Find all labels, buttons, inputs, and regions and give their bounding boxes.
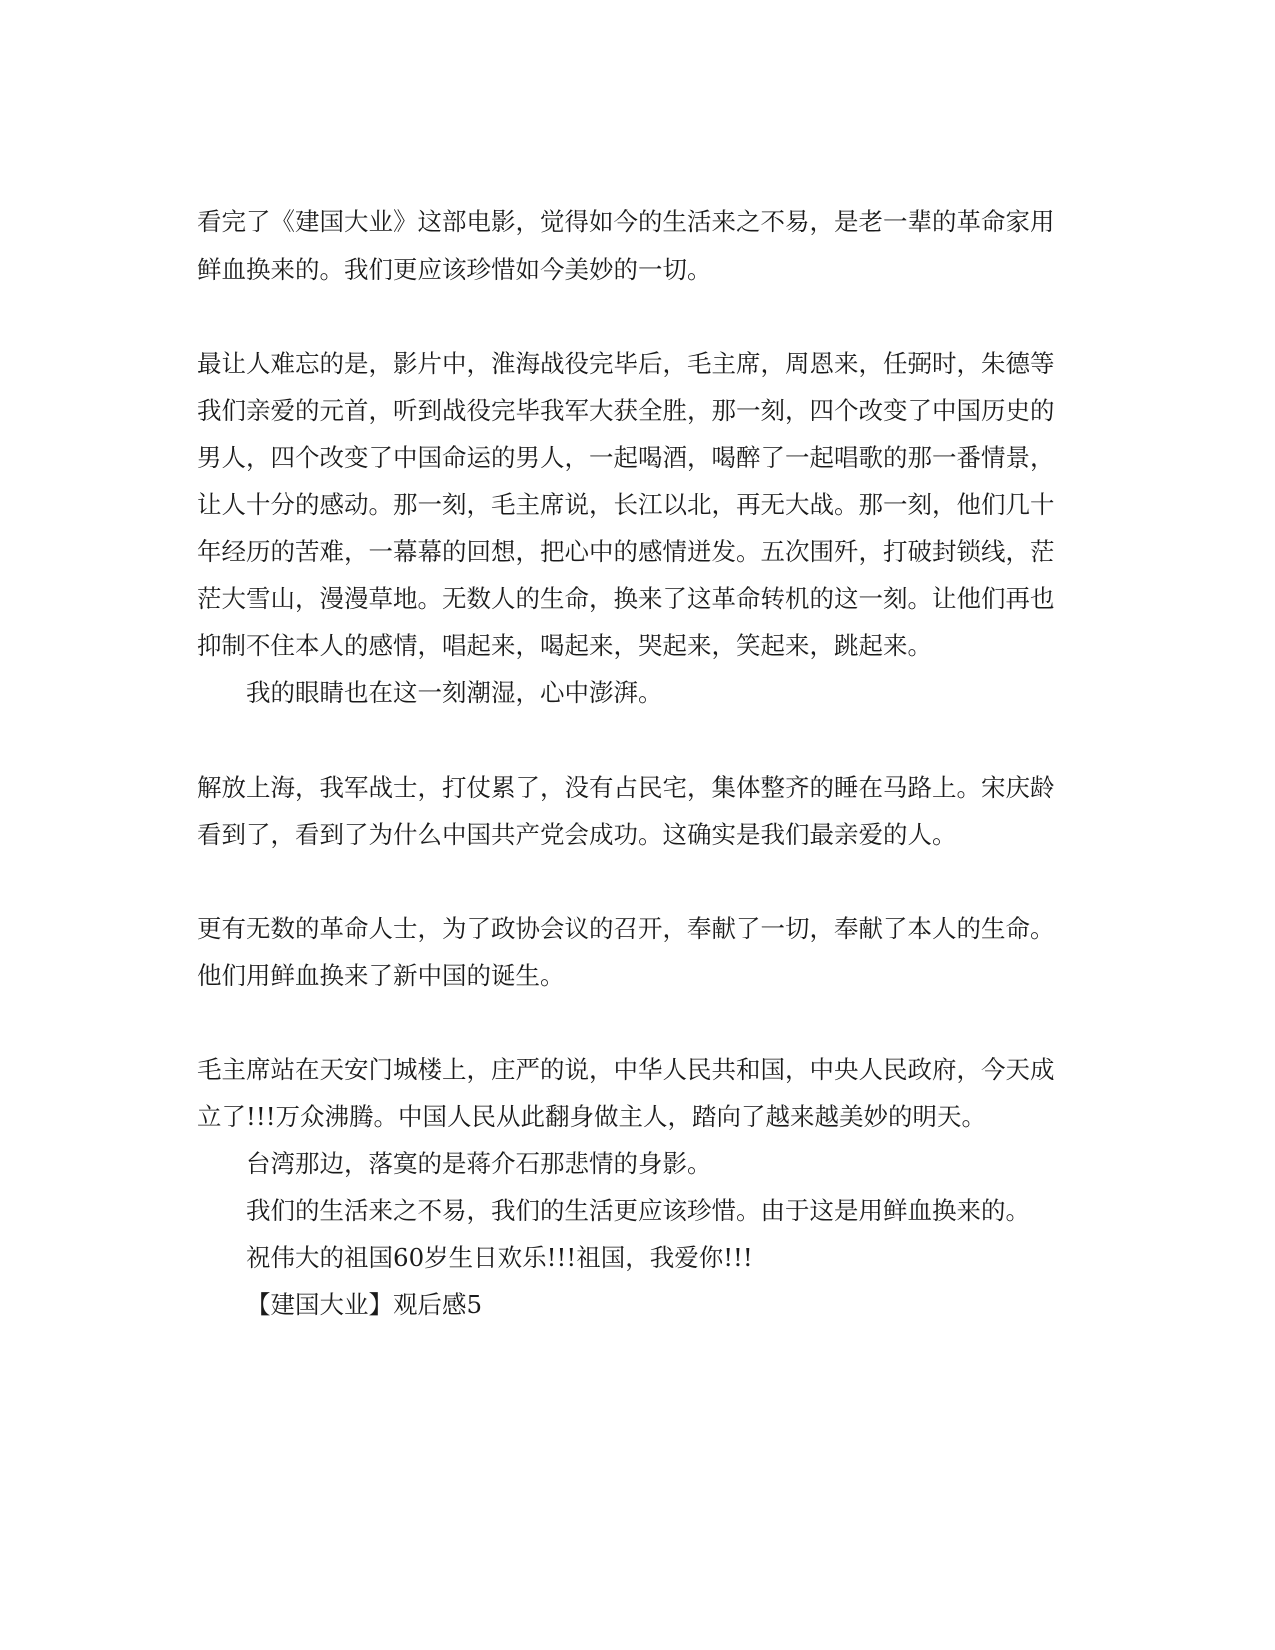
paragraph-1-line-2: 鲜血换来的。我们更应该珍惜如今美妙的一切。 (197, 255, 712, 284)
paragraph-8-line-1: 我们的生活来之不易，我们的生活更应该珍惜。由于这是用鲜血换来的。 (246, 1196, 1030, 1225)
paragraph-5-line-1: 更有无数的革命人士，为了政协会议的召开，奉献了一切，奉献了本人的生命。 (197, 914, 1055, 943)
section-heading: 【建国大业】观后感5 (246, 1290, 483, 1319)
paragraph-2-line-7: 抑制不住本人的感情，唱起来，喝起来，哭起来，笑起来，跳起来。 (197, 631, 932, 660)
paragraph-2-line-5: 年经历的苦难，一幕幕的回想，把心中的感情迸发。五次围歼，打破封锁线，茫 (197, 537, 1055, 566)
paragraph-2-line-1: 最让人难忘的是，影片中，淮海战役完毕后，毛主席，周恩来，任弼时，朱德等 (197, 349, 1055, 378)
paragraph-1-line-1: 看完了《建国大业》这部电影，觉得如今的生活来之不易，是老一辈的革命家用 (197, 207, 1055, 236)
paragraph-4-line-1: 解放上海，我军战士，打仗累了，没有占民宅，集体整齐的睡在马路上。宋庆龄 (197, 773, 1055, 802)
paragraph-2-line-3: 男人，四个改变了中国命运的男人，一起喝酒，喝醉了一起唱歌的那一番情景， (197, 443, 1055, 472)
paragraph-5-line-2: 他们用鲜血换来了新中国的诞生。 (197, 961, 565, 990)
paragraph-4-line-2: 看到了，看到了为什么中国共产党会成功。这确实是我们最亲爱的人。 (197, 820, 957, 849)
paragraph-6-line-2: 立了!!!万众沸腾。中国人民从此翻身做主人，踏向了越来越美妙的明天。 (197, 1102, 987, 1131)
paragraph-2-line-6: 茫大雪山，漫漫草地。无数人的生命，换来了这革命转机的这一刻。让他们再也 (197, 584, 1055, 613)
paragraph-2-line-2: 我们亲爱的元首，听到战役完毕我军大获全胜，那一刻，四个改变了中国历史的 (197, 396, 1055, 425)
paragraph-3-line-1: 我的眼睛也在这一刻潮湿，心中澎湃。 (246, 678, 663, 707)
paragraph-6-line-1: 毛主席站在天安门城楼上，庄严的说，中华人民共和国，中央人民政府，今天成 (197, 1055, 1055, 1084)
paragraph-2-line-4: 让人十分的感动。那一刻，毛主席说，长江以北，再无大战。那一刻，他们几十 (197, 490, 1055, 519)
paragraph-7-line-1: 台湾那边，落寞的是蒋介石那悲情的身影。 (246, 1149, 712, 1178)
paragraph-9-line-1: 祝伟大的祖国60岁生日欢乐!!!祖国，我爱你!!! (246, 1243, 753, 1272)
